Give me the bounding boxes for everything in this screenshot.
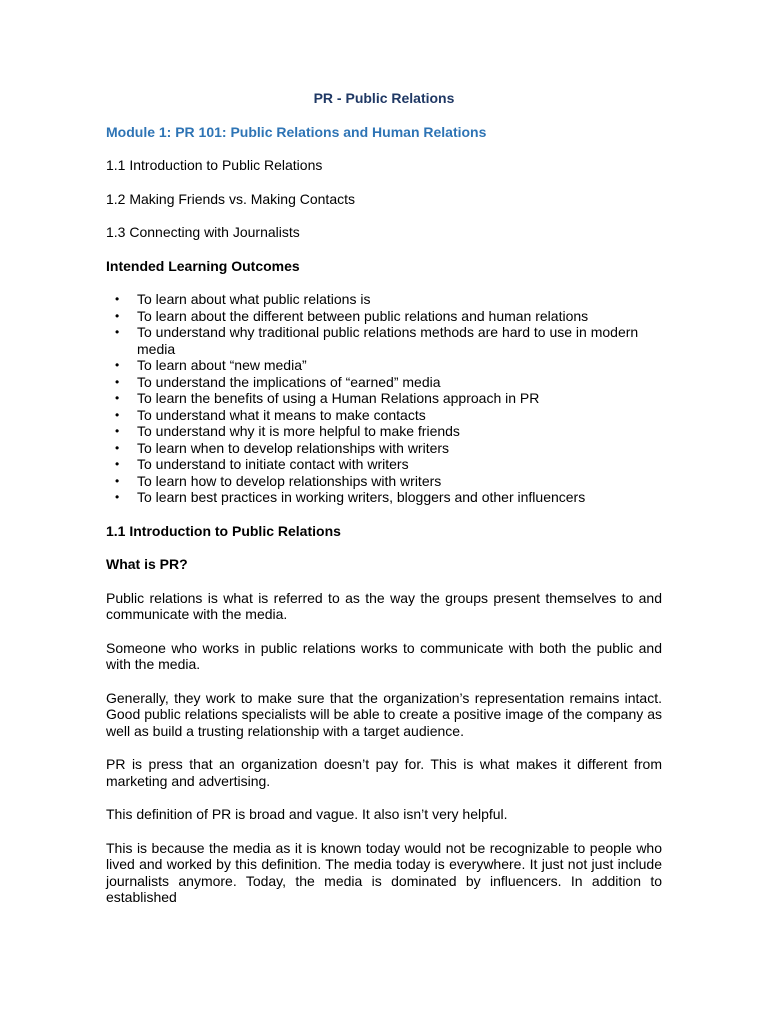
module-heading: Module 1: PR 101: Public Relations and Human Relations xyxy=(106,123,487,140)
outcome-text: To learn how to develop relationships with writers xyxy=(137,472,442,489)
outcome-text: To understand to initiate contact with writers xyxy=(137,456,409,472)
list-item xyxy=(106,357,662,374)
outcome-text: To learn best practices in working writers, bloggers and other influencers xyxy=(137,489,586,505)
paragraph: This definition of PR is broad and vague. It also isn’t very helpful. xyxy=(106,806,508,822)
outcome-text: To understand why it is more helpful to make friends xyxy=(137,423,460,439)
outcome-text: To learn about what public relations is xyxy=(137,291,371,307)
list-item xyxy=(106,308,662,325)
bullet-icon: • xyxy=(115,374,120,389)
section-heading: 1.1 Introduction to Public Relations xyxy=(106,522,341,539)
outcome-text: To learn when to develop relationships with writers xyxy=(137,439,450,456)
bullet-icon: • xyxy=(115,407,120,422)
bullet-icon: • xyxy=(115,457,120,471)
outcome-text: To understand what it means to make contacts xyxy=(137,406,426,423)
paragraph: Someone who works in public relations works to communicate with both the public and with the media. xyxy=(106,639,662,672)
list-item xyxy=(106,456,662,473)
list-item xyxy=(106,473,662,490)
bullet-icon: • xyxy=(115,358,120,372)
document-page xyxy=(106,90,662,923)
outcomes-heading: Intended Learning Outcomes xyxy=(106,257,300,274)
list-item xyxy=(106,324,662,357)
list-item xyxy=(106,440,662,457)
bullet-icon: • xyxy=(115,391,120,405)
outcome-text: To learn the benefits of using a Human Relations approach in PR xyxy=(137,390,540,406)
outcome-text: To learn about “new media” xyxy=(137,357,307,373)
bullet-icon: • xyxy=(115,424,120,438)
outcome-text: To understand the implications of “earned” media xyxy=(137,373,441,390)
list-item xyxy=(106,407,662,424)
toc-item-1-1: 1.1 Introduction to Public Relations xyxy=(106,157,323,173)
bullet-icon: • xyxy=(115,473,120,488)
bullet-icon: • xyxy=(115,308,120,323)
list-item xyxy=(106,489,662,506)
bullet-icon: • xyxy=(115,292,120,306)
list-item xyxy=(106,390,662,407)
paragraph: PR is press that an organization doesn’t pay for. This is what makes it different from marketing and advertising. xyxy=(106,756,662,789)
outcomes-list xyxy=(106,291,662,506)
bullet-icon: • xyxy=(115,490,120,504)
outcome-text: To learn about the different between public relations and human relations xyxy=(137,307,589,324)
list-item xyxy=(106,423,662,440)
list-item xyxy=(106,374,662,391)
subheading: What is PR? xyxy=(106,556,188,572)
outcome-text: To understand why traditional public relations methods are hard to use in modern media xyxy=(137,324,639,357)
document-title: PR - Public Relations xyxy=(313,90,455,106)
paragraph: Generally, they work to make sure that the organization’s representation remains intact. Good public relations specialists will be able to create a positive image of the company as well as build a trusting relationship with a target audience. xyxy=(106,689,662,739)
bullet-icon: • xyxy=(115,325,120,339)
toc-item-1-3: 1.3 Connecting with Journalists xyxy=(106,224,300,240)
bullet-icon: • xyxy=(115,440,120,455)
list-item xyxy=(106,291,662,308)
toc-item-1-2: 1.2 Making Friends vs. Making Contacts xyxy=(106,190,355,207)
paragraph: This is because the media as it is known today would not be recognizable to people who lived and worked by this definition. The media today is everywhere. It just not just include journalists anymore. Today, the media is dominated by influencers. In addition to established xyxy=(106,839,662,905)
paragraph: Public relations is what is referred to as the way the groups present themselves to and communicate with the media. xyxy=(106,589,662,622)
